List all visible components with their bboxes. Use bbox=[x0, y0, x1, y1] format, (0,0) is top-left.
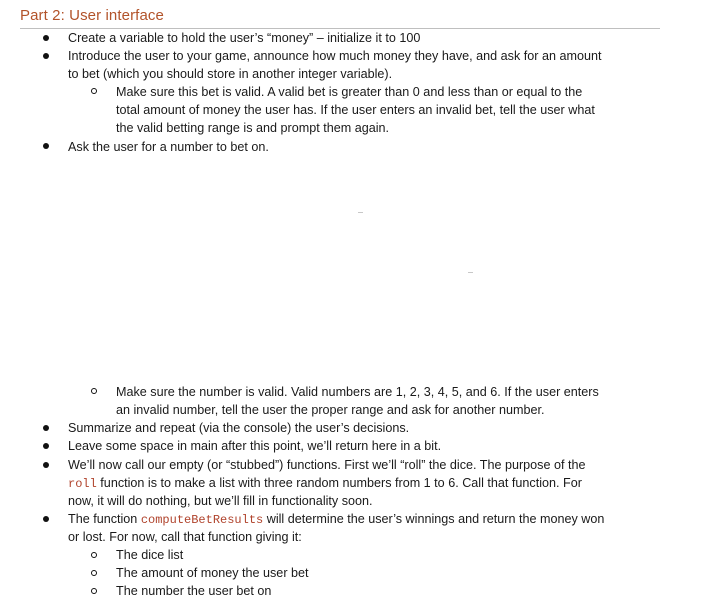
code-roll: roll bbox=[68, 477, 97, 491]
bullet-compute-results-line-1 bbox=[68, 510, 604, 529]
sub-bullet-icon bbox=[91, 88, 97, 94]
bullet-call-stubbed-line-2 bbox=[68, 474, 582, 493]
bullet-icon bbox=[43, 35, 49, 41]
bullet-introduce-user-line-2: to bet (which you should store in another integer variable). bbox=[68, 67, 393, 81]
sub-bullet-icon bbox=[91, 588, 97, 594]
bullet-icon bbox=[43, 143, 49, 149]
blank-area-mark bbox=[358, 212, 363, 213]
bullet-icon bbox=[43, 53, 49, 59]
section-heading: Part 2: User interface bbox=[20, 7, 164, 24]
bullet-icon bbox=[43, 516, 49, 522]
sub-bullet-bet-valid-line-1: Make sure this bet is valid. A valid bet is greater than 0 and less than or equal to the bbox=[116, 85, 583, 99]
sub-bullet-number-valid-line-1: Make sure the number is valid. Valid numbers are 1, 2, 3, 4, 5, and 6. If the user enters bbox=[116, 385, 599, 399]
sub-bullet-bet-valid-line-3: the valid betting range is and prompt them again. bbox=[116, 121, 390, 135]
compute-results-pre: The function bbox=[68, 512, 141, 526]
bullet-leave-space: Leave some space in main after this point, we’ll return here in a bit. bbox=[68, 439, 442, 453]
sub-bullet-icon bbox=[91, 570, 97, 576]
bullet-compute-results-line-2: or lost. For now, call that function giving it: bbox=[68, 530, 302, 544]
bullet-money-variable: Create a variable to hold the user’s “money” – initialize it to 100 bbox=[68, 31, 421, 45]
bullet-icon bbox=[43, 443, 49, 449]
sub-bullet-dice-list: The dice list bbox=[116, 548, 184, 562]
sub-bullet-money-bet: The amount of money the user bet bbox=[116, 566, 309, 580]
sub-bullet-number-valid-line-2: an invalid number, tell the user the proper range and ask for another number. bbox=[116, 403, 545, 417]
bullet-summarize: Summarize and repeat (via the console) the user’s decisions. bbox=[68, 421, 410, 435]
blank-area-mark bbox=[468, 272, 473, 273]
sub-bullet-number-bet: The number the user bet on bbox=[116, 584, 272, 598]
code-computebetresults: computeBetResults bbox=[140, 513, 264, 527]
bullet-ask-number: Ask the user for a number to bet on. bbox=[68, 140, 269, 154]
bullet-icon bbox=[43, 462, 49, 468]
bullet-call-stubbed-line-1: We’ll now call our empty (or “stubbed”) functions. First we’ll “roll” the dice. The purpose of the bbox=[68, 458, 586, 472]
bullet-icon bbox=[43, 425, 49, 431]
roll-description: function is to make a list with three random numbers from 1 to 6. Call that function. For bbox=[96, 476, 582, 490]
sub-bullet-icon bbox=[91, 388, 97, 394]
sub-bullet-icon bbox=[91, 552, 97, 558]
bullet-introduce-user-line-1: Introduce the user to your game, announce how much money they have, and ask for an amount bbox=[68, 49, 602, 63]
sub-bullet-bet-valid-line-2: total amount of money the user has. If the user enters an invalid bet, tell the user what bbox=[116, 103, 595, 117]
bullet-call-stubbed-line-3: now, it will do nothing, but we’ll fill in functionality soon. bbox=[68, 494, 373, 508]
compute-results-post: will determine the user’s winnings and return the money won bbox=[263, 512, 605, 526]
